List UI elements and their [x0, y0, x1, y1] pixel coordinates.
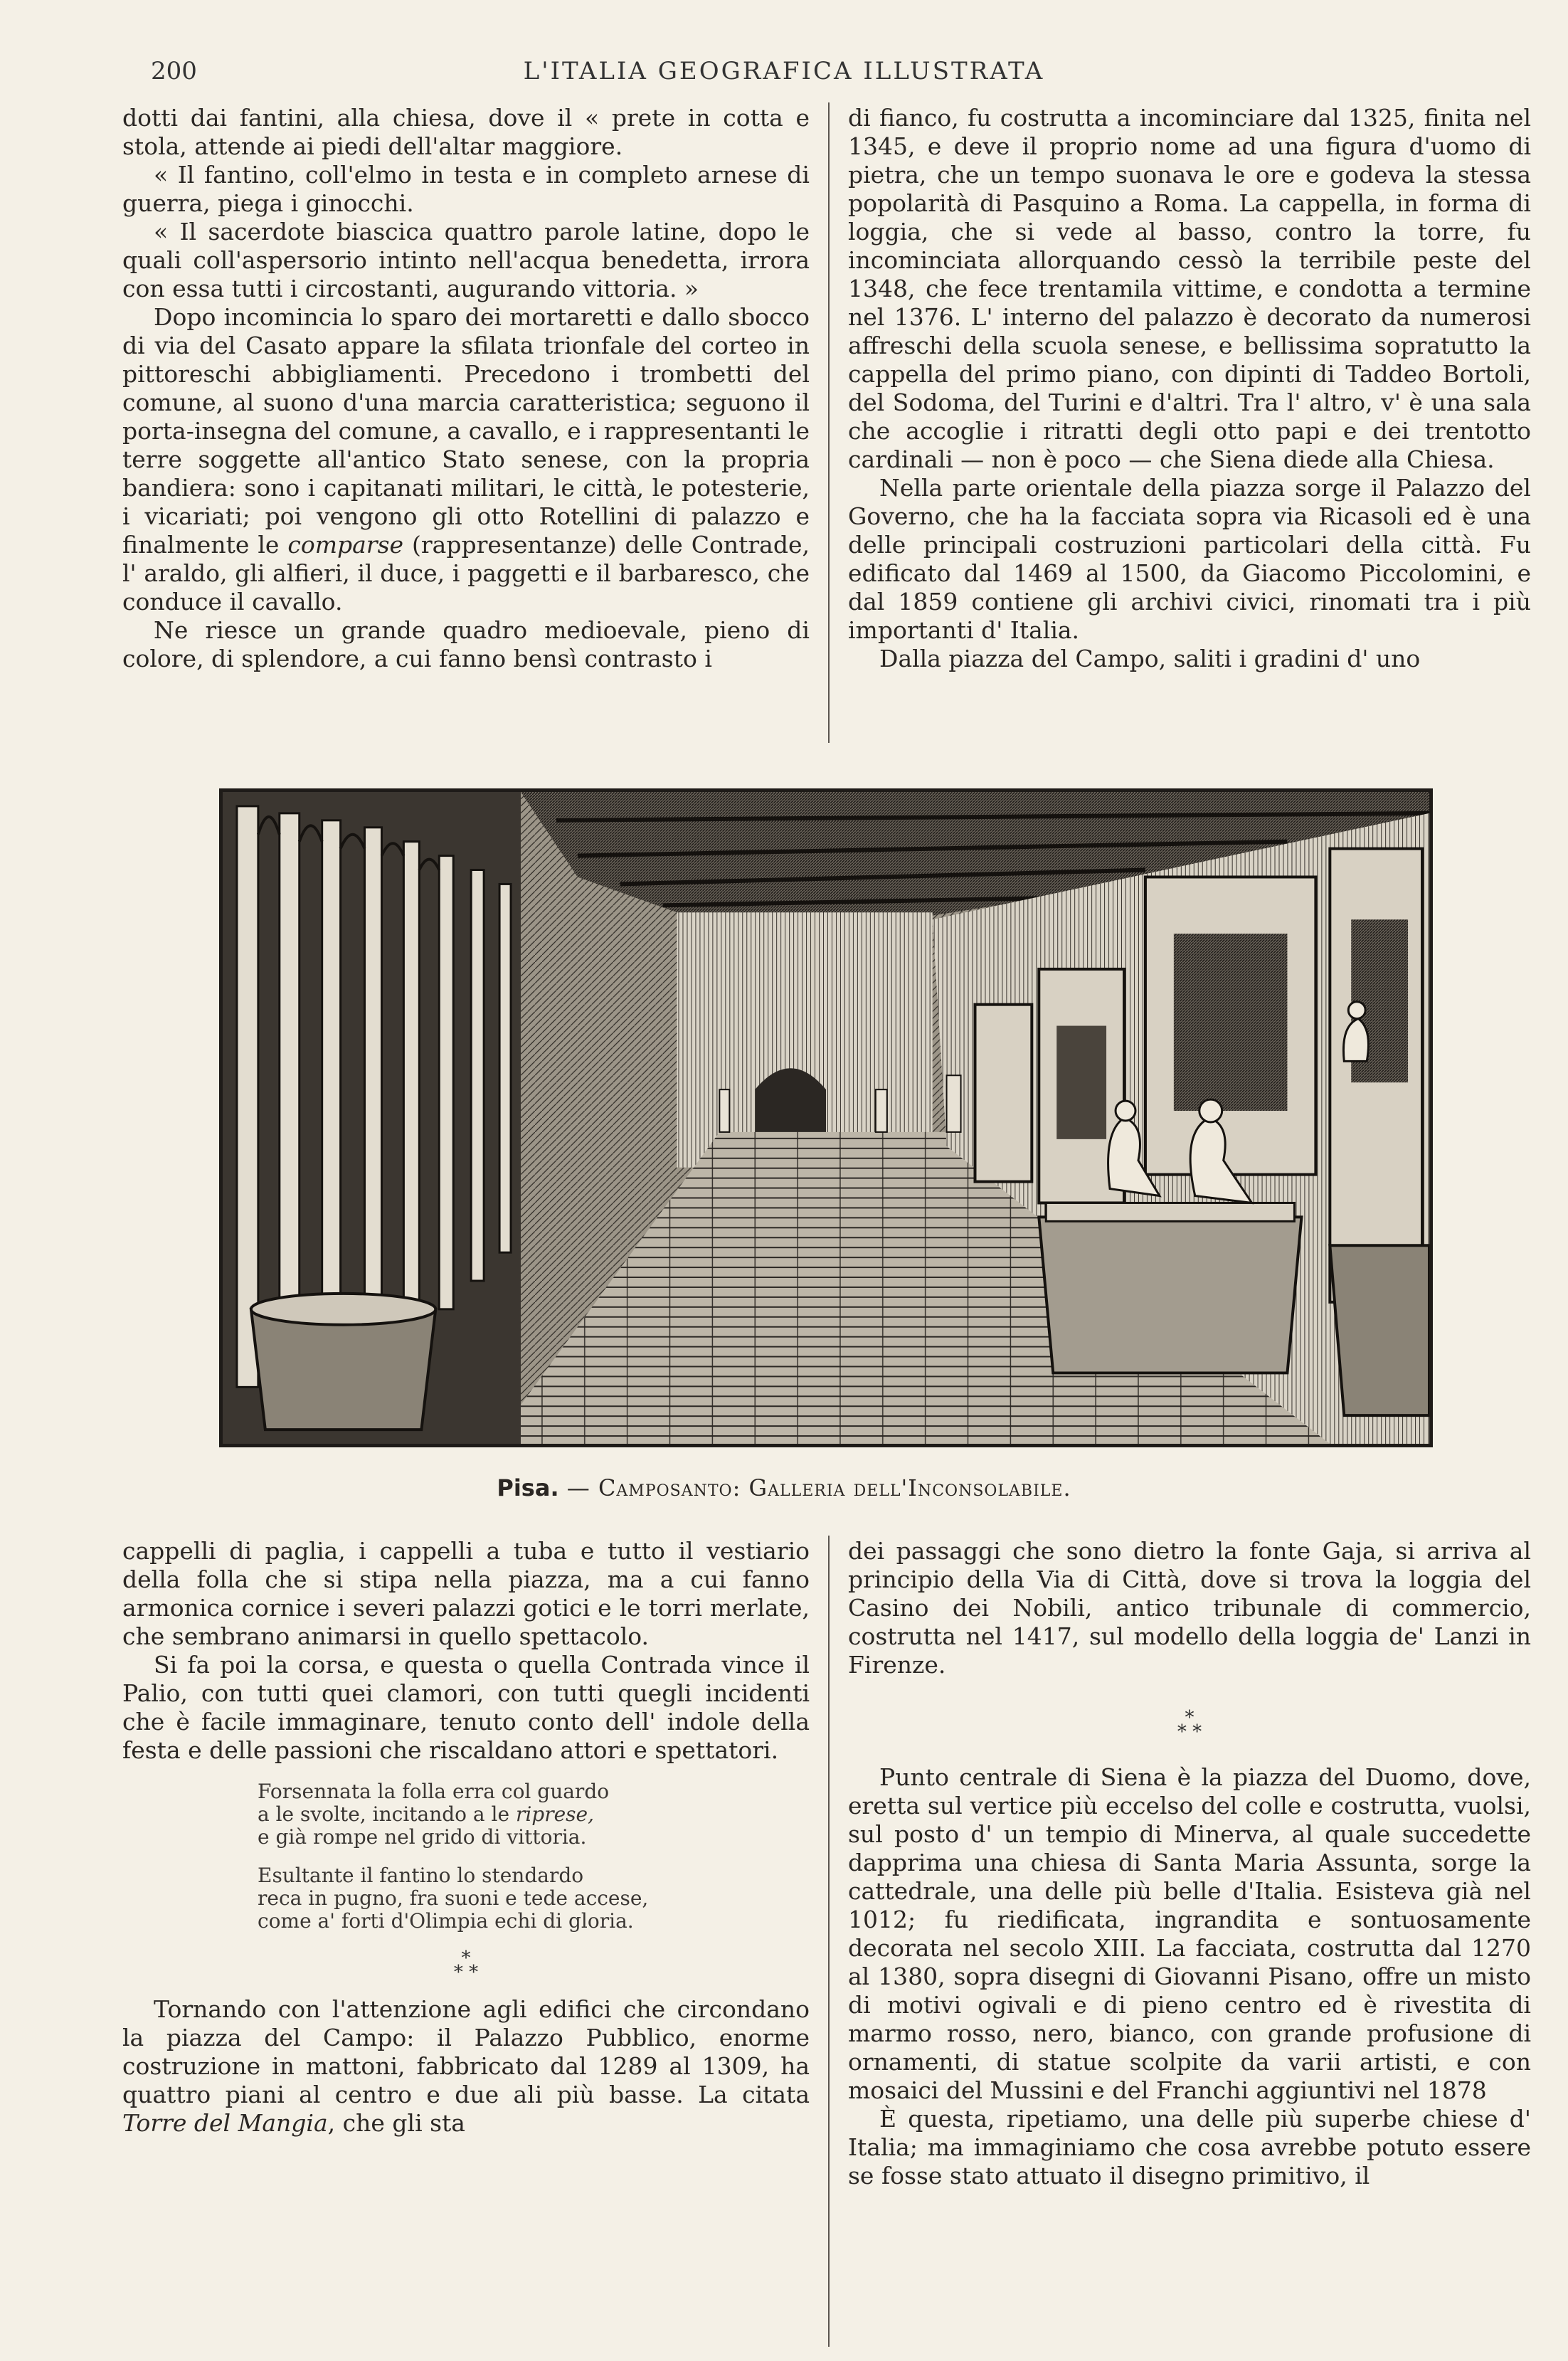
italic-term: riprese,: [515, 1802, 595, 1826]
column-divider: [828, 102, 830, 743]
section-asterism: * * *: [453, 1948, 479, 1983]
verse-line: Esultante il fantino lo stendardo: [258, 1864, 584, 1887]
running-title: L'ITALIA GEOGRAFICA ILLUSTRATA: [523, 57, 1045, 85]
paragraph: dotti dai fantini, alla chiesa, dove il « prete in cotta e stola, attende ai piedi dell'altar maggiore.: [122, 104, 810, 160]
paragraph: Si fa poi la corsa, e questa o quella Contrada vince il Palio, con tutti quei clamori, con tutti quegli incidenti che è facile immaginare, tenuto conto dell' indole della festa e delle passioni che riscaldano attori e spettatori.: [122, 1651, 810, 1764]
top-right-column: [848, 104, 1531, 673]
page-number: 200: [151, 57, 197, 85]
text-run: Dopo incomincia lo sparo dei mortaretti e dallo sbocco di via del Casato appare la sfilata trionfale del corteo in pittoreschi abbigliamenti. Precedono i trombetti del comune, al suono d'una marcia caratteristica; seguono il porta-insegna del comune, a cavallo, e i rappresentanti le terre soggette all'antico Stato senese, con la propria bandiera: sono i capitanati militari, le città, le potesterie, i vicariati; poi vengono gli otto Rotellini di palazzo e finalmente le: [122, 303, 810, 559]
paragraph: dei passaggi che sono dietro la fonte Gaja, si arriva al principio della Via di Città, dove si trova la loggia del Casino dei Nobili, antico tribunale di commercio, costrutta nel 1417, sul modello della loggia de' Lanzi in Firenze.: [848, 1537, 1531, 1679]
stanza: [258, 1864, 810, 1933]
column-divider: [828, 1536, 830, 2347]
paragraph: di fianco, fu costrutta a incominciare dal 1325, finita nel 1345, e deve il proprio nome ad una figura d'uomo di pietra, che un tempo suonava le ore e godeva la stessa popolarità di Pasquino a Roma. La cappella, in forma di loggia, che si vede al basso, contro la torre, fu incominciata allorquando cessò la terribile peste del 1348, che fece trentamila vittime, e condotta a termine nel 1376. L' interno del palazzo è decorato da numerosi affreschi della scuola senese, e bellissima sopratutto la cappella del primo piano, con dipinti di Taddeo Bortoli, del Sodoma, del Turini e d'altri. Tra l' altro, v' è una sala che accoglie i ritratti degli otto papi e dei trentotto cardinali — non è poco — che Siena diede alla Chiesa.: [848, 104, 1531, 473]
verse-line: come a' forti d'Olimpia echi di gloria.: [258, 1909, 634, 1933]
camposanto-gallery-image: [223, 792, 1429, 1444]
bottom-right-column: [848, 1537, 1531, 2190]
paragraph: È questa, ripetiamo, una delle più superbe chiese d' Italia; ma immaginiamo che cosa avrebbe potuto essere se fosse stato attuato il disegno primitivo, il: [848, 2105, 1531, 2190]
paragraph: Punto centrale di Siena è la piazza del Duomo, dove, eretta sul vertice più eccelso del colle e costrutta, vuolsi, sul posto d' un tempio di Minerva, al quale succedette dapprima una chiesa di Santa Maria Assunta, sorge la cattedrale, una delle più belle d'Italia. Esisteva già nel 1012; fu riedificata, ingrandita e sontuosamente decorata nel secolo XIII. La facciata, costrutta dal 1270 al 1380, sopra disegni di Giovanni Pisano, offre un misto di motivi ogivali e di pieno centro ed è rivestita di marmo rosso, nero, bianco, con grande profusione di ornamenti, di statue scolpite da varii artisti, e con mosaici del Mussini e del Franchi aggiuntivi nel 1878: [848, 1763, 1531, 2104]
paragraph: [122, 1995, 810, 2138]
text-run: , che gli sta: [327, 2109, 465, 2137]
text-run: (rappresentanze) delle Contrade, l' araldo, gli alfieri, il duce, i paggetti e il barbaresco, che conduce il cavallo.: [122, 531, 810, 616]
text-run: Tornando con l'attenzione agli edifici che circondano la piazza del Campo: il Palazzo Pubblico, enorme costruzione in mattoni, fabbricato dal 1289 al 1309, ha quattro piani al centro e due ali più basse. La citata: [122, 1995, 810, 2108]
verse-line: Forsennata la folla erra col guardo: [258, 1780, 610, 1803]
verse-line: e già rompe nel grido di vittoria.: [258, 1825, 587, 1849]
figure-caption: [0, 1474, 1568, 1501]
verse-quotation: [258, 1780, 810, 1933]
stanza: [258, 1780, 810, 1849]
italic-term: comparse: [287, 531, 404, 559]
engraving-illustration: [219, 788, 1433, 1447]
caption-dash: —: [558, 1474, 598, 1501]
text-run: a le svolte, incitando a le: [258, 1802, 516, 1826]
top-left-column: [122, 104, 810, 673]
paragraph: [122, 303, 810, 616]
section-asterism: * * *: [1177, 1707, 1202, 1743]
caption-place: Pisa.: [497, 1474, 559, 1501]
italic-term: Torre del Mangia: [122, 2109, 328, 2137]
bottom-left-column: [122, 1537, 810, 2138]
paragraph: cappelli di paglia, i cappelli a tuba e tutto il vestiario della folla che si stipa nella piazza, ma a cui fanno armonica cornice i severi palazzi gotici e le torri merlate, che sembrano animarsi in quello spettacolo.: [122, 1537, 810, 1650]
paragraph: Ne riesce un grande quadro medioevale, pieno di colore, di splendore, a cui fanno bensì contrasto i: [122, 616, 810, 672]
paragraph: « Il sacerdote biascica quattro parole latine, dopo le quali coll'aspersorio intinto nell'acqua benedetta, irrora con essa tutti i circostanti, augurando vittoria. »: [122, 218, 810, 302]
paragraph: Dalla piazza del Campo, saliti i gradini d' uno: [879, 645, 1421, 672]
paragraph: « Il fantino, coll'elmo in testa e in completo arnese di guerra, piega i ginocchi.: [122, 161, 810, 217]
verse-line: reca in pugno, fra suoni e tede accese,: [258, 1886, 649, 1910]
paragraph: Nella parte orientale della piazza sorge il Palazzo del Governo, che ha la facciata sopra via Ricasoli ed è una delle principali costruzioni particolari della città. Fu edificato dal 1469 al 1500, da Giacomo Piccolomini, e dal 1859 contiene gli archivi civici, rinomati tra i più importanti d' Italia.: [848, 474, 1531, 644]
verse-line: [258, 1803, 810, 1826]
caption-title: Camposanto: Galleria dell'Inconsolabile.: [598, 1474, 1071, 1501]
